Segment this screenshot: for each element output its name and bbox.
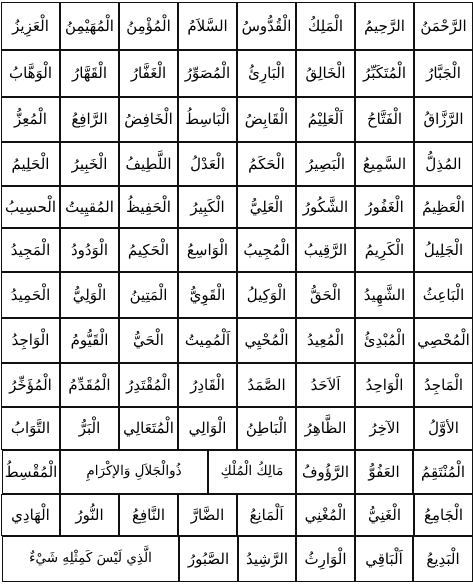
name-cell: الْجَلِيلُ [414, 228, 473, 272]
name-cell: الْمُتَعَالِي [119, 407, 178, 450]
name-cell: الْبَرُّ [60, 407, 119, 450]
name-cell: الْمُصَوِّرُ [178, 50, 237, 97]
name-cell: الْعَدْلُ [178, 142, 237, 186]
name-cell: الآخِرُ [355, 407, 414, 450]
name-cell: الرَّؤُوفُ [296, 450, 355, 494]
name-cell: اَلاَحَدُ [296, 363, 355, 407]
name-cell: الْخَافِضُ [119, 97, 178, 142]
name-cell: الْحَفِيظُ [119, 186, 178, 228]
name-cell: الْوَاجِدُ [1, 318, 60, 363]
name-cell: الْمُحْيِي [237, 318, 296, 363]
name-cell: الْمُجِيبُ [237, 228, 296, 272]
name-cell: الْمُقْتَدِرُ [119, 363, 178, 407]
name-cell: الصَّمَدُ [237, 363, 296, 407]
name-cell: الصَّبُورُ [179, 536, 238, 582]
name-cell: مَالِكُ الْمُلْكِ [208, 450, 296, 494]
name-cell: الأوَّلُ [414, 407, 473, 450]
name-cell: الْبَاعِثُ [414, 272, 473, 318]
name-cell: التَّوَابُ [1, 407, 60, 450]
name-cell: الْقَوِيُّ [178, 272, 237, 318]
name-cell: الْوَارِثُ [296, 536, 355, 582]
name-cell: الْحَمِيدُ [1, 272, 60, 318]
name-cell: الرَّحْمَنُ [414, 2, 473, 50]
name-cell: الرَّافِعُ [60, 97, 119, 142]
name-cell: الْبَصِيرُ [296, 142, 355, 186]
name-cell: الْحَكِيمُ [119, 228, 178, 272]
name-cell: الْبَارِئُ [237, 50, 296, 97]
name-cell: الْمُؤْمِنُ [119, 2, 178, 50]
name-cell: الشَّهِيدُ [355, 272, 414, 318]
name-cell: الْقَهَّارُ [60, 50, 119, 97]
name-cell: الرَّشِيدُ [238, 536, 296, 582]
name-cell: اللَّطِيفُ [119, 142, 178, 186]
name-cell: الْوَهَّابُ [1, 50, 60, 97]
name-cell: الْغَفُورُ [355, 186, 414, 228]
name-cell: الْحسِيبُ [1, 186, 60, 228]
name-cell: الْكَرِيمُ [355, 228, 414, 272]
name-cell: الْمَجِيدُ [1, 228, 60, 272]
name-cell: الْقَابِضُ [237, 97, 296, 142]
name-cell: الْمُغْنِي [296, 494, 355, 536]
name-cell: الْبَاسِطُ [178, 97, 237, 142]
name-cell: النُّورُ [60, 494, 119, 536]
name-cell: الْوَاسِعُ [178, 228, 237, 272]
name-cell: الْوَكِيلُ [237, 272, 296, 318]
name-cell: الْمُتَكَبِّرُ [355, 50, 414, 97]
name-cell: اَلْمُمِيتُ [178, 318, 237, 363]
name-cell: الْعَزِيزُ [1, 2, 60, 50]
name-cell: الظَّاهِرُ [296, 407, 355, 450]
name-cell: الْقُدُّوسُ [237, 2, 296, 50]
name-cell: الْخَبِيرُ [60, 142, 119, 186]
name-cell: الْوَاحِدُ [355, 363, 414, 407]
name-cell: الرَّقِيبُ [296, 228, 355, 272]
name-cell: الْبَاطِنُ [237, 407, 296, 450]
name-cell: الْحَلِيمُ [1, 142, 60, 186]
name-cell: الْحَيُّ [119, 318, 178, 363]
name-cell: الْقَيُّومُ [60, 318, 119, 363]
name-cell: الَّذِي لَيْسَ كَمِثْلِهِ شَيْءٌ [2, 536, 179, 582]
name-cell: الْمَلِكُ [296, 2, 355, 50]
name-cell: اَلْعَلِيْمُ [296, 97, 355, 142]
name-cell: الْغَنِيُّ [355, 494, 414, 536]
name-cell: الْمُؤَخِّرُ [1, 363, 60, 407]
name-cell: الْحَقُّ [296, 272, 355, 318]
name-cell: الْعَلِيُّ [237, 186, 296, 228]
name-cell: الْمَتِينُ [119, 272, 178, 318]
name-cell: الشَّكُورُ [296, 186, 355, 228]
name-cell: المُقيِيتُ [60, 186, 119, 228]
name-cell: العَفُوُّ [355, 450, 413, 494]
name-cell: الْعَظِيمُ [414, 186, 473, 228]
name-cell: الْمُقَدِّمُ [60, 363, 119, 407]
name-cell: الْفَتَّاحُ [355, 97, 414, 142]
name-cell: اَلْبَاقِي [355, 536, 413, 582]
name-cell: الْمُنْتَقِمُ [413, 450, 473, 494]
name-cell: الضَّارَّ [178, 494, 237, 536]
name-cell: السَّلاَمُ [178, 2, 237, 50]
name-cell: الرَّزَّاقُ [414, 97, 473, 142]
name-cell: المُذِلُّ [414, 142, 473, 186]
name-cell: الْمُبْدِئُ [355, 318, 414, 363]
name-cell: الْوَلِيُّ [60, 272, 119, 318]
name-cell: النَّافِعُ [119, 494, 178, 536]
name-cell: الْمُحْصِي [414, 318, 473, 363]
name-cell: الْكَبِيرُ [178, 186, 237, 228]
name-cell: الْمُهَيْمِنُ [60, 2, 119, 50]
name-cell: الْجَامِعُ [414, 494, 473, 536]
name-cell: الْهَادِي [1, 494, 60, 536]
name-cell: الْوَدُودُ [60, 228, 119, 272]
name-cell: الْبَدِيعُ [413, 536, 473, 582]
name-cell: الْغَفَّارُ [119, 50, 178, 97]
name-cell: الْحَكَمُ [237, 142, 296, 186]
name-cell: الْمُقْسِطُ [2, 450, 60, 494]
name-cell: الْمُعِزُّ [1, 97, 60, 142]
name-cell: الْقَادِرُ [178, 363, 237, 407]
name-cell: السَّمِيعُ [355, 142, 414, 186]
name-cell: الْمَاجِدُ [414, 363, 473, 407]
name-cell: الْمُعِيدُ [296, 318, 355, 363]
name-cell: الْخَالِقُ [296, 50, 355, 97]
name-cell: الرَّحِيمُ [355, 2, 414, 50]
name-cell: الْجَبَّارُ [414, 50, 473, 97]
name-cell: الْوَالِي [178, 407, 237, 450]
name-cell: اَلْمَانِعُ [237, 494, 296, 536]
name-cell: ذُوالْجَلاَلِ وَالإكْرَامِ [60, 450, 208, 494]
